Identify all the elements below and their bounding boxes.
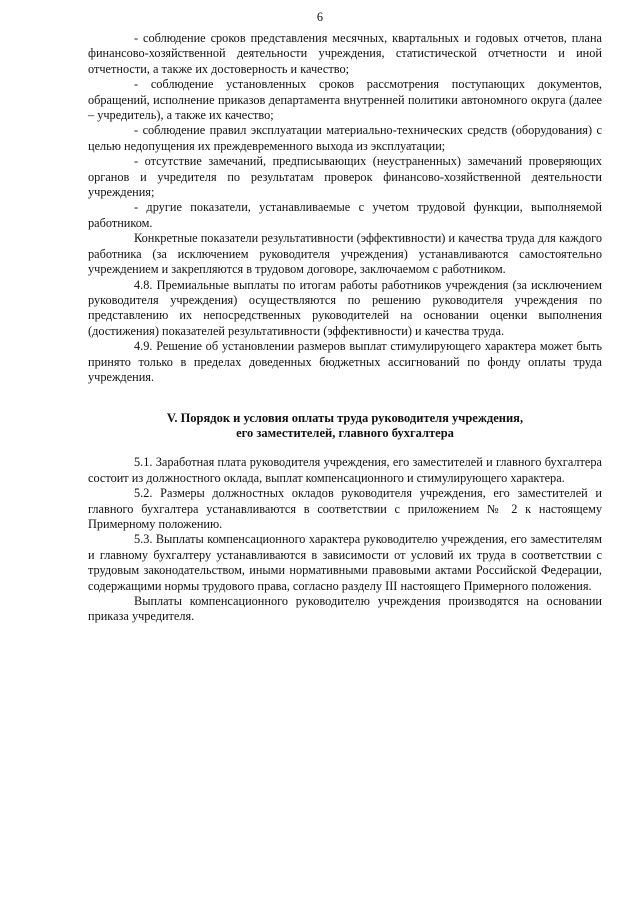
paragraph: Конкретные показатели результативности (эффективности) и качества труда для каждого работника (за исключением руководителя учреждения) устанавливаются самостоятельно учреждением и закрепляются в трудовом договоре, заключаемом с работником. <box>88 231 602 277</box>
paragraph: 5.3. Выплаты компенсационного характера руководителю учреждения, его заместителям и главному бухгалтеру устанавливаются в зависимости от условий их труда в соответствии с трудовым законодательством, иными нормативными правовыми актами Российской Федерации, содержащими нормы трудового права, согласно разделу III настоящего Примерного положения. <box>88 532 602 593</box>
section-heading <box>88 411 602 441</box>
paragraph: - отсутствие замечаний, предписывающих (неустраненных) замечаний проверяющих органов и учредителя по результатам проверок финансово-хозяйственной деятельности учреждения; <box>88 154 602 200</box>
section-heading-line: V. Порядок и условия оплаты труда руководителя учреждения, <box>166 411 524 426</box>
document-body <box>88 31 602 625</box>
paragraph: 5.2. Размеры должностных окладов руководителя учреждения, его заместителей и главного бухгалтера устанавливаются в соответствии с приложением № 2 к настоящему Примерному положению. <box>88 486 602 531</box>
paragraph: 4.9. Решение об установлении размеров выплат стимулирующего характера может быть принято только в пределах доведенных бюджетных ассигнований по фонду оплаты труда учреждения. <box>88 339 602 384</box>
section-heading-line: его заместителей, главного бухгалтера <box>236 426 454 441</box>
paragraph: - другие показатели, устанавливаемые с учетом трудовой функции, выполняемой работником. <box>88 200 602 230</box>
paragraph: 5.1. Заработная плата руководителя учреждения, его заместителей и главного бухгалтера состоит из должностного оклада, выплат компенсационного и стимулирующего характера. <box>88 455 602 485</box>
paragraph: - соблюдение сроков представления месячных, квартальных и годовых отчетов, плана финансово-хозяйственной деятельности учреждения, статистической отчетности и иной отчетности, а также их достоверность и качество; <box>88 31 602 76</box>
paragraph: - соблюдение правил эксплуатации материально-технических средств (оборудования) с целью недопущения их преждевременного выхода из эксплуатации; <box>88 123 602 153</box>
paragraph: Выплаты компенсационного руководителю учреждения производятся на основании приказа учредителя. <box>88 594 602 624</box>
paragraph: - соблюдение установленных сроков рассмотрения поступающих документов, обращений, исполнение приказов департамента внутренней политики автономного округа (далее – учредитель), а также их качество; <box>88 77 602 123</box>
page-number: 6 <box>316 10 324 24</box>
paragraph: 4.8. Премиальные выплаты по итогам работы работников учреждения (за исключением руководителя учреждения) осуществляются по решению руководителя учреждения по представлению их непосредственных руководителей на основании оценки выполнения (достижения) показателей результативности (эффективности) и качества труда. <box>88 277 602 338</box>
